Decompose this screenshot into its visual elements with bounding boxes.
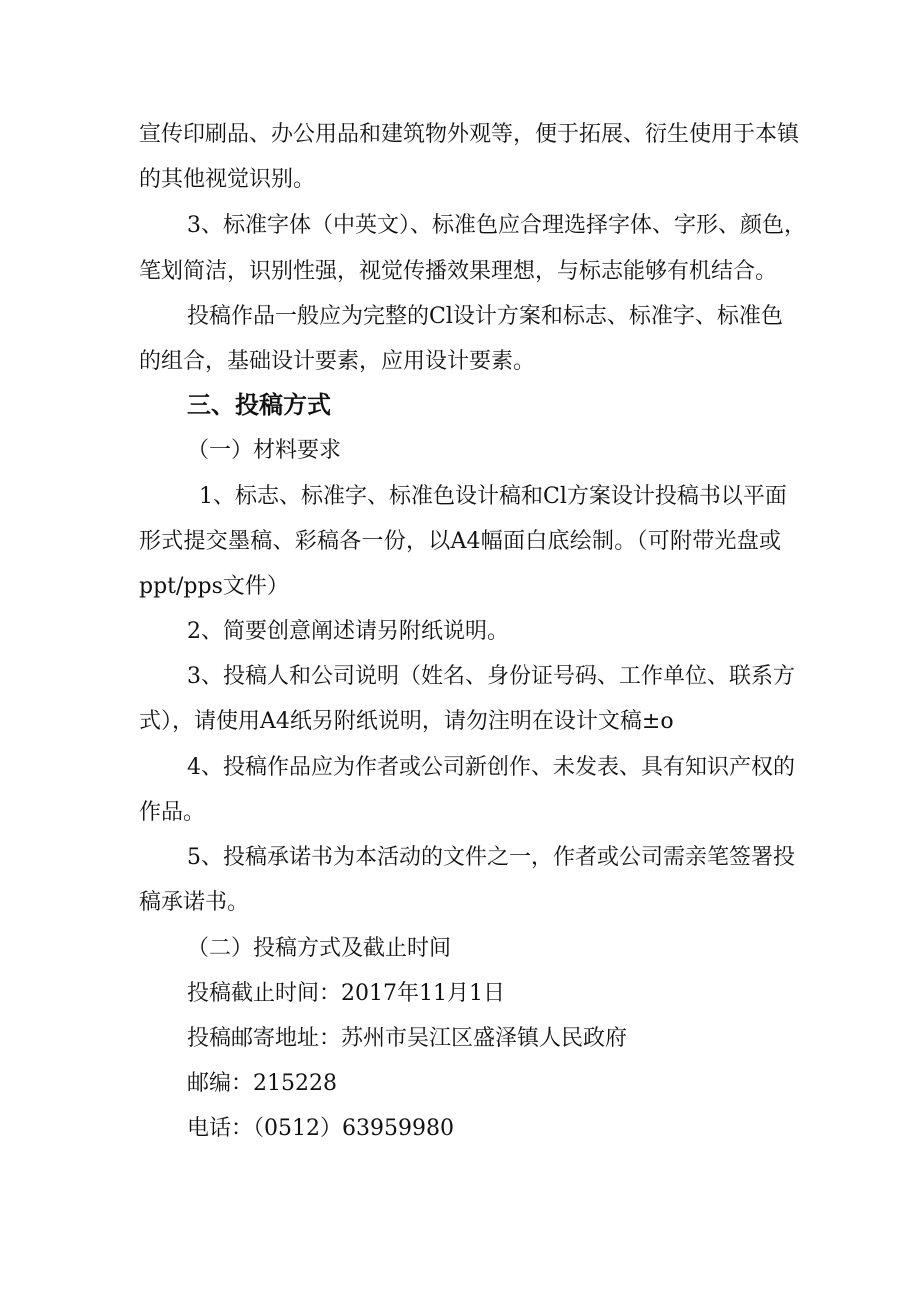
phone-line: 电话：（0512）63959980 (187, 1116, 454, 1141)
paragraph-line: 投稿作品一般应为完整的Cl设计方案和标志、标准字、标准色 (187, 304, 783, 329)
list-item-line: 5、投稿承诺书为本活动的文件之一，作者或公司需亲笔签署投 (187, 845, 795, 870)
list-item-line: 4、投稿作品应为作者或公司新创作、未发表、具有知识产权的 (187, 755, 795, 780)
postcode-line: 邮编：215228 (187, 1071, 337, 1096)
list-item-line: 形式提交墨稿、彩稿各一份，以A4幅面白底绘制。（可附带光盘或 (139, 529, 781, 554)
list-item-line: ppt/pps文件） (139, 574, 289, 599)
deadline-line: 投稿截止时间：2017年11月1日 (187, 981, 505, 1006)
paragraph-line: 宣传印刷品、办公用品和建筑物外观等，便于拓展、衍生使用于本镇 (139, 122, 800, 147)
list-item-line: 3、投稿人和公司说明（姓名、身份证号码、工作单位、联系方 (187, 664, 795, 689)
list-item-line: 作品。 (139, 800, 206, 825)
paragraph-line: 笔划简洁，识别性强，视觉传播效果理想，与标志能够有机结合。 (139, 259, 778, 284)
list-item-line: 式），请使用A4纸另附纸说明，请勿注明在设计文稿±o (139, 709, 674, 734)
list-item-line: 稿承诺书。 (139, 890, 250, 915)
subsection-title: （一）材料要求 (187, 438, 342, 463)
subsection-title: （二）投稿方式及截止时间 (187, 936, 452, 961)
address-line: 投稿邮寄地址：苏州市吴江区盛泽镇人民政府 (187, 1026, 628, 1051)
paragraph-line: 3、标准字体（中英文）、标准色应合理选择字体、字形、颜色， (187, 213, 806, 238)
paragraph-line: 的其他视觉识别。 (139, 167, 316, 192)
section-heading: 三、投稿方式 (187, 391, 331, 419)
list-item-line: 2、简要创意阐述请另附纸说明。 (187, 619, 509, 644)
list-item-line: 1、标志、标准字、标准色设计稿和Cl方案设计投稿书以平面 (199, 484, 787, 509)
paragraph-line: 的组合，基础设计要素，应用设计要素。 (139, 349, 536, 374)
